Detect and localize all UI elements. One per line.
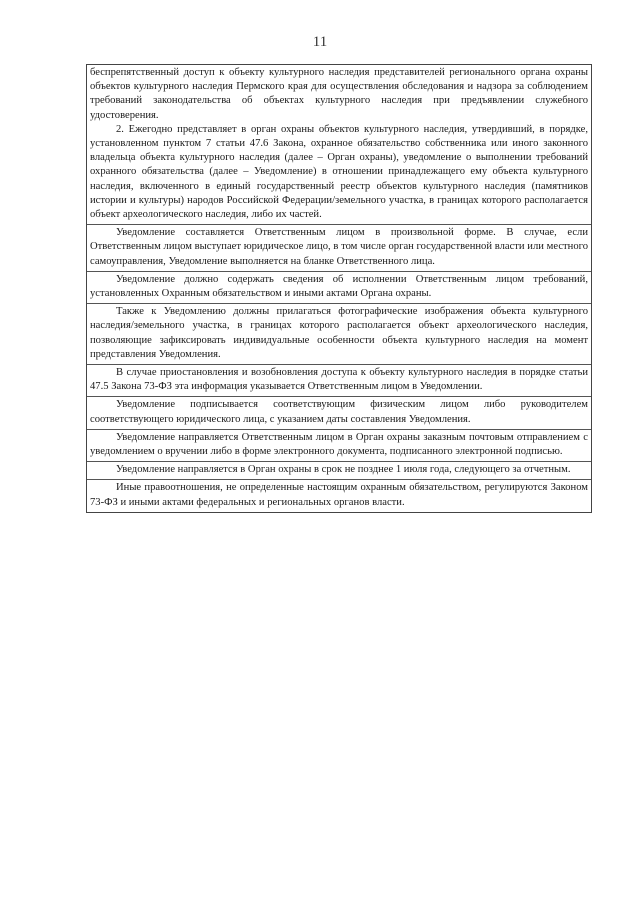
table-row [87,225,591,272]
paragraph: беспрепятственный доступ к объекту культурного наследия представителей регионального органа охраны объектов культурного наследия Пермского края для осуществления обследования и надзора за соблюдением требований законодательства об объектах культурного наследия при предъявлении служебного удостоверения. [90,67,588,121]
document-table [86,64,592,513]
paragraph: Уведомление подписывается соответствующим физическим лицом либо руководителем соответствующего юридического лица, с указанием даты составления Уведомления. [90,399,588,425]
page-number: 11 [312,34,328,50]
table-row [87,304,591,365]
table-row [87,272,591,304]
paragraph: Уведомление направляется в Орган охраны в срок не позднее 1 июля года, следующего за отчетным. [116,464,571,476]
paragraph: Уведомление составляется Ответственным лицом в произвольной форме. В случае, если Ответственным лицом выступает юридическое лицо, в том числе орган государственной власти или местного самоуправления, Уведомление выполняется на бланке Ответственного лица. [90,227,588,267]
table-row [87,65,591,225]
paragraph: Иные правоотношения, не определенные настоящим охранным обязательством, регулируются Законом 73-ФЗ и иными актами федеральных и региональных органов власти. [90,482,588,508]
paragraph: Уведомление направляется Ответственным лицом в Орган охраны заказным почтовым отправлением с уведомлением о вручении либо в форме электронного документа, подписанного электронной подписью. [90,431,588,458]
table-row [87,397,591,429]
paragraph: В случае приостановления и возобновления доступа к объекту культурного наследия в порядке статьи 47.5 Закона 73-ФЗ эта информация указывается Ответственным лицом в Уведомлении. [90,367,588,393]
table-row [87,365,591,397]
table-row [87,430,591,462]
paragraph: 2. Ежегодно представляет в орган охраны объектов культурного наследия, утвердивший, в порядке, установленном пунктом 7 статьи 47.6 Закона, охранное обязательство собственника или иного законного владельца объекта культурного наследия (далее – Орган охраны), уведомление о выполнении требований охранного обязательства (далее – Уведомление) в отношении принадлежащего ему объекта культурного наследия, включенного в единый государственный реестр объектов культурного наследия (памятников истории и культуры) народов Российской Федерации/земельного участка, в границах которого располагается объект археологического наследия, либо их частей. [90,123,588,221]
paragraph: Уведомление должно содержать сведения об исполнении Ответственным лицом требований, установленных Охранным обязательством и иными актами Органа охраны. [90,273,588,300]
paragraph: Также к Уведомлению должны прилагаться фотографические изображения объекта культурного наследия/земельного участка, в границах которого располагается объект археологического наследия, позволяющие зафиксировать индивидуальные особенности объекта культурного наследия на момент представления Уведомления. [90,306,588,360]
table-row [87,480,591,511]
table-row [87,462,591,480]
